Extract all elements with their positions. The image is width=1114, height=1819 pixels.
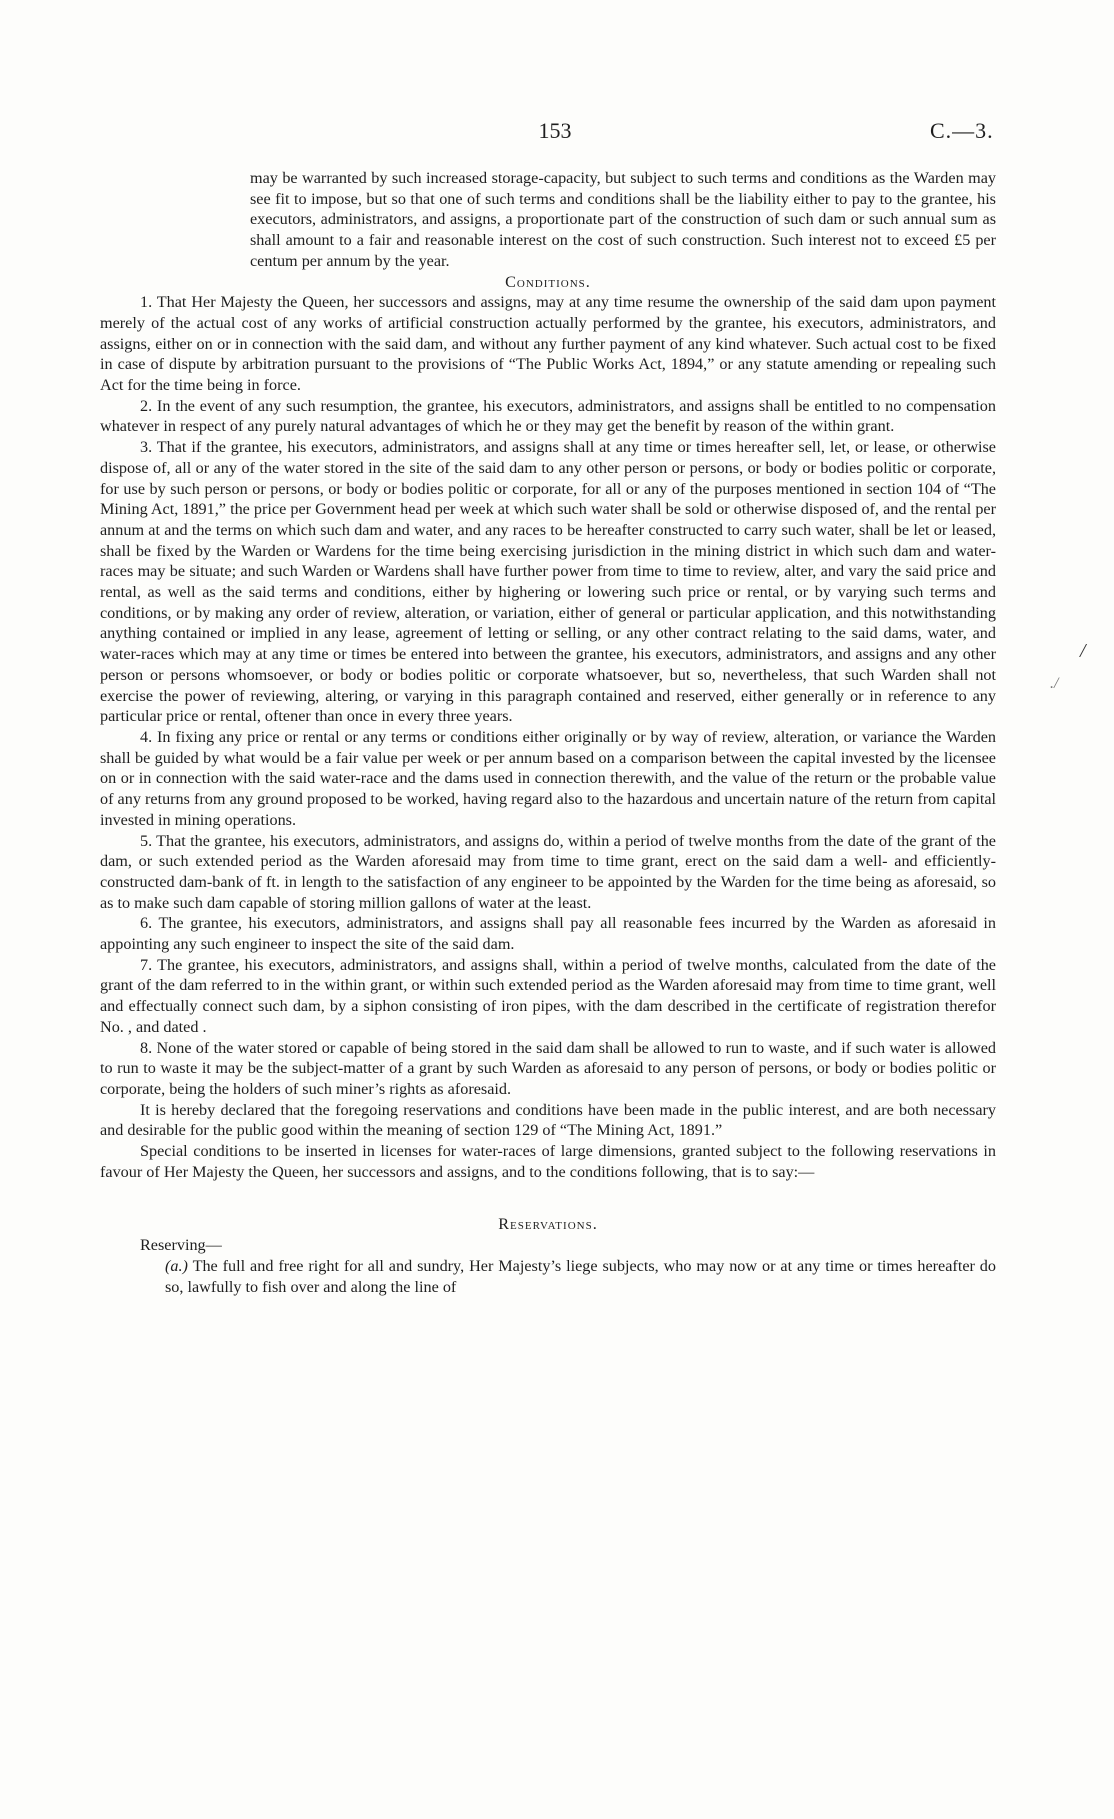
- body-text: [100, 168, 996, 1297]
- reservations-heading: Reservations.: [498, 1215, 598, 1234]
- reservation-item-text: The full and free right for all and sundry, Her Majesty’s liege subjects, who may now or at any time or times hereafter do so, lawfully to fish over and along the line of: [165, 1256, 996, 1296]
- conditions-heading: Conditions.: [505, 272, 591, 291]
- document-reference: C.—3.: [930, 118, 994, 143]
- condition-paragraph: 7. The grantee, his executors, administrators, and assigns shall, within a period of twelve months, calculated from the date of the grant of the dam referred to in the within grant, or within such extended period as the Warden aforesaid may from time to time grant, well and effectually connect such dam, by a siphon consisting of iron pipes, with the dam described in the certificate of registration therefor No. , and dated .: [100, 955, 996, 1036]
- reservation-item-a: [100, 1256, 996, 1297]
- spacer: [100, 1182, 996, 1214]
- page-number: 153: [538, 118, 572, 143]
- intro-paragraph: may be warranted by such increased storage-capacity, but subject to such terms and conditions as the Warden may see fit to impose, but so that one of such terms and conditions shall be the liability either to pay to the grantee, his executors, administrators, and assigns, a proportionate part of the construction of such dam or such annual sum as shall amount to a fair and reasonable interest on the cost of such construction. Such interest not to exceed £5 per centum per annum by the year.: [250, 169, 996, 270]
- condition-paragraph: 8. None of the water stored or capable of being stored in the said dam shall be allowed to run to waste, and if such water is allowed to run to waste it may be the subject-matter of a grant by such Warden as aforesaid to any person of persons, or body or bodies politic or corporate, being the holders of such miner’s rights as aforesaid.: [100, 1038, 996, 1098]
- condition-paragraph: 3. That if the grantee, his executors, administrators, and assigns shall at any time or times hereafter sell, let, or lease, or otherwise dispose of, all or any of the water stored in the site of the said dam to any other person or persons, or body or bodies politic or corporate, for use by such person or persons, or body or bodies politic or corporate, for all or any of the purposes mentioned in section 104 of “The Mining Act, 1891,” the price per Government head per week at which such water shall be sold or otherwise disposed of, and the rental per annum at and the terms on which such dam and water, and any races to be hereafter constructed to carry such water, shall be let or leased, shall be fixed by the Warden or Wardens for the time being exercising jurisdiction in the mining district in which such dam and water-races may be situate; and such Warden or Wardens shall have further power from time to time to review, alter, and vary the said price and rental, as well as the said terms and conditions, either by highering or lowering such price or rental, or by varying such terms and conditions, or by making any order of review, alteration, or variation, either of general or particular application, and this notwithstanding anything contained or implied in any lease, agreement of letting or selling, or any other contract relating to the said dams, water, and water-races which may at any time or times be entered into between the grantee, his executors, administrators, and assigns and any other person or persons whomsoever, or body or bodies politic or corporate whatsoever, but so, nevertheless, that such Warden shall not exercise the power of reviewing, altering, or varying in this paragraph contained and reserved, either generally or in reference to any particular price or rental, oftener than once in every three years.: [100, 438, 996, 726]
- margin-mark: ./: [1050, 675, 1059, 692]
- reserving-label: Reserving—: [140, 1236, 222, 1255]
- reservation-item-label: (a.): [165, 1256, 188, 1275]
- condition-paragraph: 1. That Her Majesty the Queen, her successors and assigns, may at any time resume the ownership of the said dam upon payment merely of the actual cost of any works of artificial construction actually performed by the grantee, his executors, administrators, and assigns, either on or in connection with the said dam, and without any further payment of any kind whatever. Such actual cost to be fixed in case of dispute by arbitration pursuant to the provisions of “The Public Works Act, 1894,” or any statute amending or repealing such Act for the time being in force.: [100, 293, 996, 395]
- declaration-paragraph: It is hereby declared that the foregoing reservations and conditions have been made in the public interest, and are both necessary and desirable for the public good within the meaning of section 129 of “The Mining Act, 1891.”: [100, 1100, 996, 1140]
- condition-paragraph: 4. In fixing any price or rental or any terms or conditions either originally or by way of review, alteration, or variance the Warden shall be guided by what would be a fair value per week or per annum based on a comparison between the capital invested by the licensee on or in connection with the said water-race and the dams used in connection therewith, and the value of the return or the probable value of any returns from any ground proposed to be worked, having regard also to the hazardous and uncertain nature of the return from capital invested in mining operations.: [100, 727, 996, 829]
- condition-paragraph: 2. In the event of any such resumption, the grantee, his executors, administrators, and assigns shall be entitled to no compensation whatever in respect of any purely natural advantages of which he or they may get the benefit by reason of the within grant.: [100, 396, 996, 436]
- margin-mark: /: [1080, 640, 1086, 662]
- special-conditions-paragraph: Special conditions to be inserted in licenses for water-races of large dimensions, granted subject to the following reservations in favour of Her Majesty the Queen, her successors and assigns, and to the conditions following, that is to say:—: [100, 1142, 996, 1181]
- condition-paragraph: 5. That the grantee, his executors, administrators, and assigns do, within a period of twelve months from the date of the grant of the dam, or such extended period as the Warden aforesaid may from time to time grant, erect on the said dam a well- and efficiently-constructed dam-bank of ft. in length to the satisfaction of any engineer to be appointed by the Warden for the time being as aforesaid, so as to make such dam capable of storing million gallons of water at the least.: [100, 831, 996, 912]
- condition-paragraph: 6. The grantee, his executors, administrators, and assigns shall pay all reasonable fees incurred by the Warden as aforesaid in appointing any such engineer to inspect the site of the said dam.: [100, 914, 996, 954]
